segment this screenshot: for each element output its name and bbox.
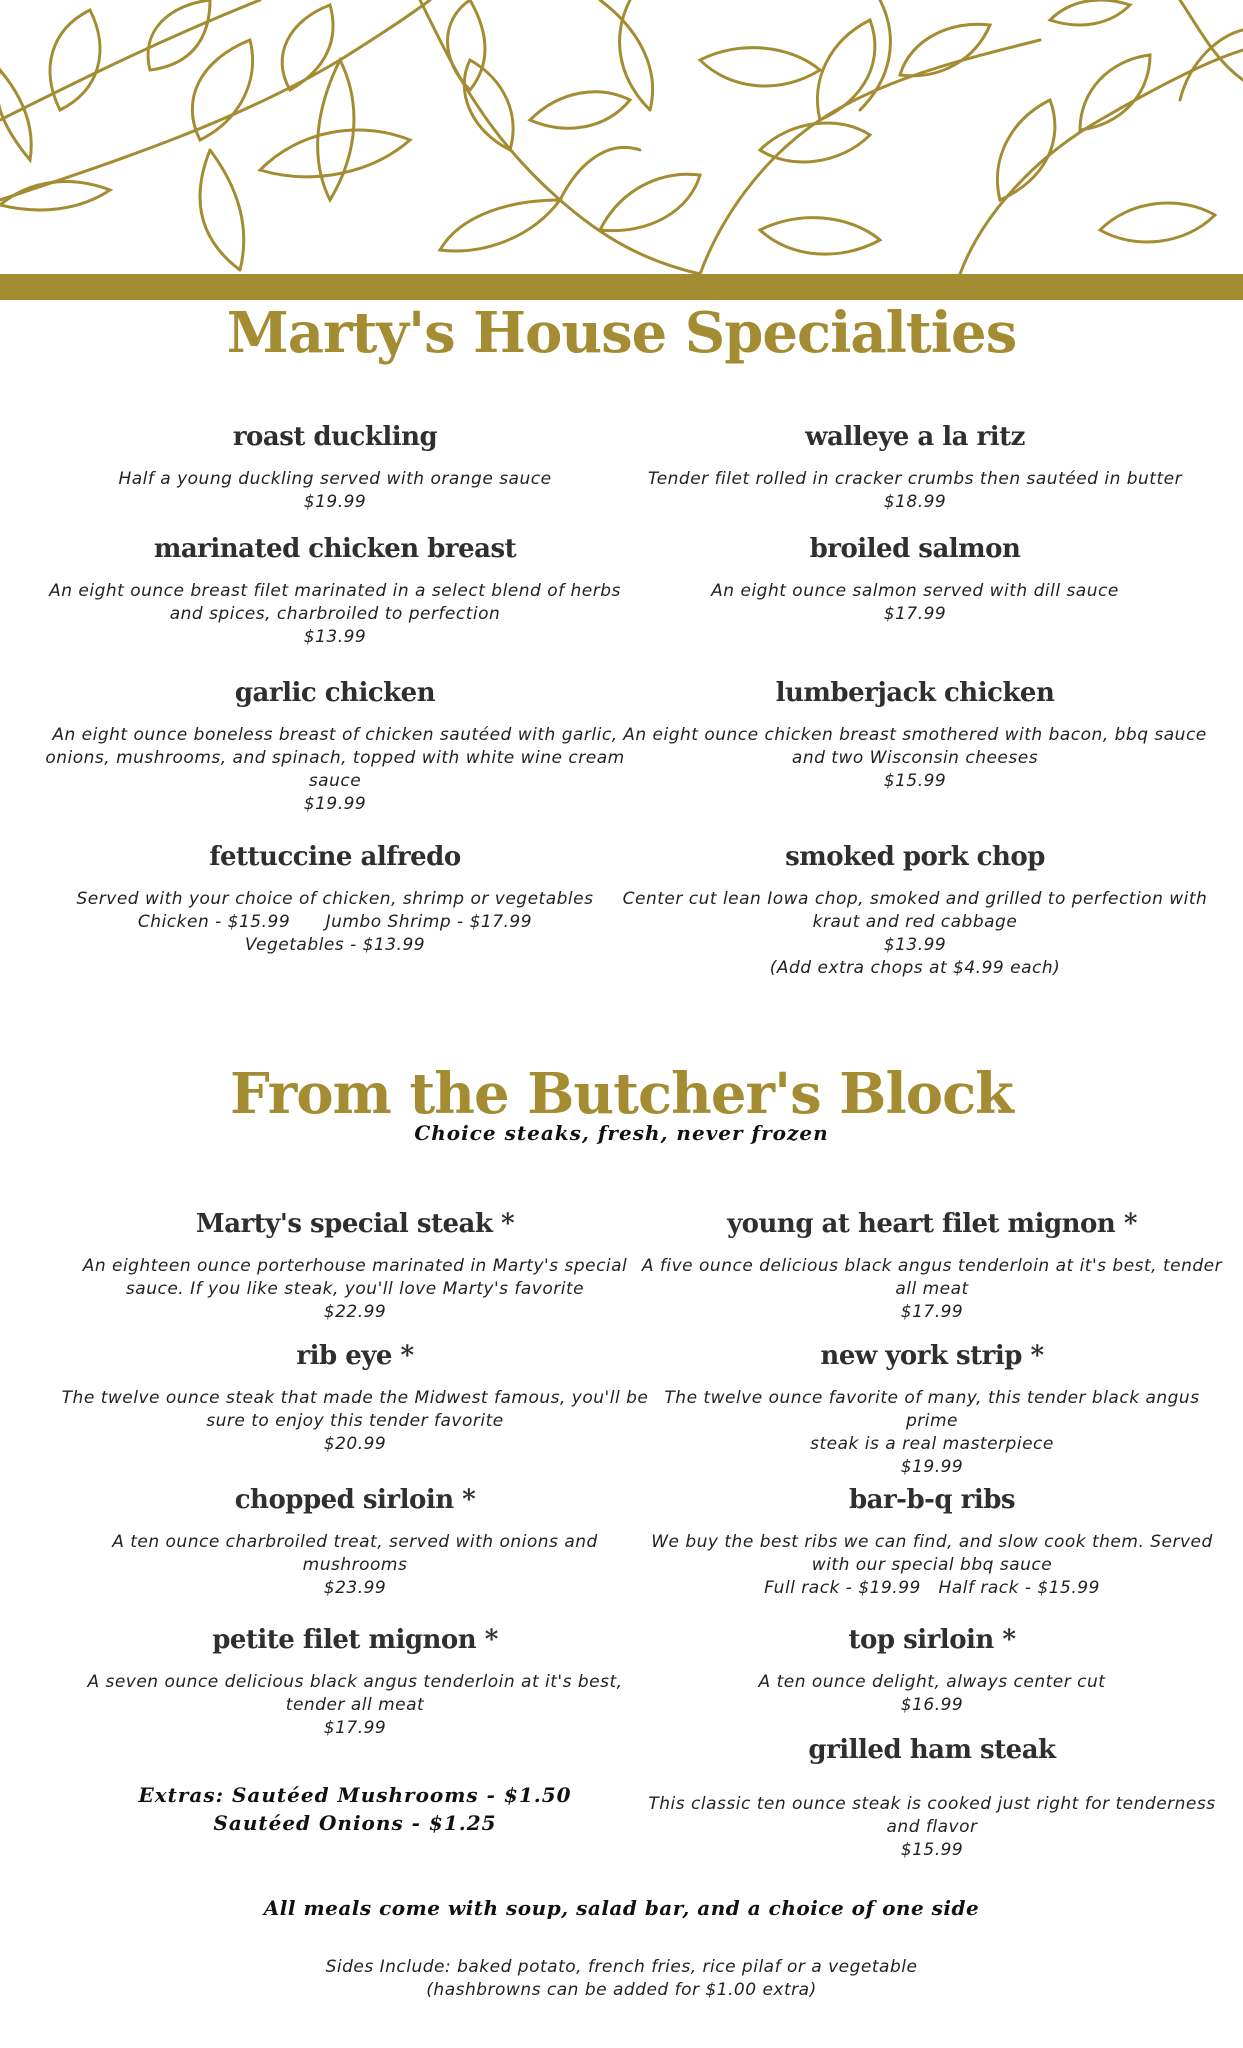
item-price: $23.99 (323, 1578, 387, 1598)
item-price: $16.99 (900, 1695, 964, 1715)
menu-item (637, 1733, 1227, 1862)
item-price: $19.99 (303, 492, 367, 512)
item-description: Center cut lean Iowa chop, smoked and grilled to perfection with (622, 889, 1208, 909)
item-description: sauce. If you like steak, you'll love Marty's favorite (125, 1279, 585, 1299)
item-description: An eighteen ounce porterhouse marinated in Marty's special (82, 1256, 628, 1276)
item-name: petite filet mignon * (212, 1625, 498, 1655)
item-description: and flavor (886, 1817, 978, 1837)
item-description: A seven ounce delicious black angus tenderloin at it's best, (87, 1672, 623, 1692)
item-name: marinated chicken breast (153, 534, 517, 564)
item-price: Vegetables - $13.99 (244, 935, 426, 955)
item-description: steak is a real masterpiece (810, 1434, 1054, 1454)
item-description: Served with your choice of chicken, shrimp or vegetables (76, 889, 594, 909)
house-specialties-title: Marty's House Specialties (226, 300, 1017, 366)
item-description: with our special bbq sauce (811, 1555, 1053, 1575)
item-description: all meat (895, 1279, 969, 1299)
item-note: (Add extra chops at $4.99 each) (769, 958, 1061, 978)
extras-mushrooms: Extras: Sautéed Mushrooms - $1.50 (138, 1783, 572, 1807)
menu-item (637, 1483, 1227, 1600)
menu-item (620, 420, 1210, 514)
item-name: broiled salmon (809, 534, 1021, 564)
item-name: grilled ham steak (808, 1735, 1056, 1765)
item-price: $17.99 (883, 604, 947, 624)
item-price: $20.99 (323, 1434, 387, 1454)
menu-item (60, 1339, 650, 1456)
item-price: $19.99 (303, 794, 367, 814)
item-price: $18.99 (883, 492, 947, 512)
item-name: chopped sirloin * (234, 1485, 476, 1515)
item-description: An eight ounce salmon served with dill sauce (711, 581, 1119, 601)
item-price: $15.99 (900, 1840, 964, 1860)
item-description: The twelve ounce favorite of many, this tender black angus prime (664, 1388, 1200, 1431)
item-name: fettuccine alfredo (209, 842, 461, 872)
butchers-block-subtitle: Choice steaks, fresh, never frozen (414, 1121, 829, 1145)
item-description: and two Wisconsin cheeses (791, 748, 1039, 768)
item-price: Chicken - $15.99 Jumbo Shrimp - $17.99 (137, 912, 533, 932)
menu-item (40, 532, 630, 649)
menu-item (60, 1207, 650, 1324)
sides-extra: (hashbrowns can be added for $1.00 extra) (426, 1980, 817, 2000)
item-description: An eight ounce breast filet marinated in a select blend of herbs (49, 581, 621, 601)
item-name: young at heart filet mignon * (727, 1209, 1137, 1239)
menu-item (620, 840, 1210, 980)
item-name: Marty's special steak * (195, 1209, 515, 1239)
item-description: An eight ounce chicken breast smothered with bacon, bbq sauce (623, 725, 1207, 745)
menu-item (40, 840, 630, 957)
header-gold-band (0, 274, 1243, 300)
item-description: We buy the best ribs we can find, and slow cook them. Served (651, 1532, 1213, 1552)
item-description: sauce (308, 771, 362, 791)
item-description: sure to enjoy this tender favorite (206, 1411, 504, 1431)
butchers-block-title: From the Butcher's Block (230, 1061, 1013, 1127)
item-price: $22.99 (323, 1302, 387, 1322)
item-name: roast duckling (232, 422, 438, 452)
item-price: Full rack - $19.99 Half rack - $15.99 (764, 1578, 1100, 1598)
item-name: walleye a la ritz (805, 422, 1025, 452)
item-price: $13.99 (883, 935, 947, 955)
menu-item (637, 1207, 1227, 1324)
item-name: garlic chicken (234, 678, 436, 708)
item-description: mushrooms (302, 1555, 408, 1575)
menu-item (637, 1339, 1227, 1479)
item-description: A five ounce delicious black angus tenderloin at it's best, tender (641, 1256, 1223, 1276)
item-price: $15.99 (883, 771, 947, 791)
item-description: An eight ounce boneless breast of chicken sautéed with garlic, (52, 725, 618, 745)
menu-item (60, 1623, 650, 1740)
item-description: This classic ten ounce steak is cooked just right for tenderness (648, 1794, 1216, 1814)
extras-note (120, 1781, 590, 1837)
leaf-decoration-header (0, 0, 1243, 300)
sides-note (0, 1956, 1243, 2002)
meals-note: All meals come with soup, salad bar, and a choice of one side (263, 1896, 980, 1920)
item-price: $17.99 (900, 1302, 964, 1322)
item-description: kraut and red cabbage (812, 912, 1018, 932)
item-price: $13.99 (303, 627, 367, 647)
item-name: lumberjack chicken (775, 678, 1055, 708)
item-description: A ten ounce charbroiled treat, served with onions and (112, 1532, 598, 1552)
item-description: and spices, charbroiled to perfection (169, 604, 501, 624)
extras-onions: Sautéed Onions - $1.25 (213, 1811, 497, 1835)
menu-item (40, 676, 630, 816)
menu-item (620, 532, 1210, 626)
item-description: The twelve ounce steak that made the Midwest famous, you'll be (61, 1388, 649, 1408)
item-name: top sirloin * (848, 1625, 1016, 1655)
menu-item (60, 1483, 650, 1600)
item-description: Half a young duckling served with orange sauce (118, 469, 552, 489)
menu-item (40, 420, 630, 514)
item-name: smoked pork chop (785, 842, 1045, 872)
item-price: $19.99 (900, 1457, 964, 1477)
item-description: tender all meat (285, 1695, 425, 1715)
menu-item (637, 1623, 1227, 1717)
item-description: A ten ounce delight, always center cut (758, 1672, 1106, 1692)
sides-list: Sides Include: baked potato, french fries, rice pilaf or a vegetable (325, 1957, 918, 1977)
item-name: new york strip * (820, 1341, 1044, 1371)
menu-item (620, 676, 1210, 793)
item-description: onions, mushrooms, and spinach, topped with white wine cream (45, 748, 625, 768)
item-name: rib eye * (296, 1341, 414, 1371)
item-price: $17.99 (323, 1718, 387, 1738)
item-name: bar-b-q ribs (848, 1485, 1016, 1515)
item-description: Tender filet rolled in cracker crumbs then sautéed in butter (647, 469, 1183, 489)
